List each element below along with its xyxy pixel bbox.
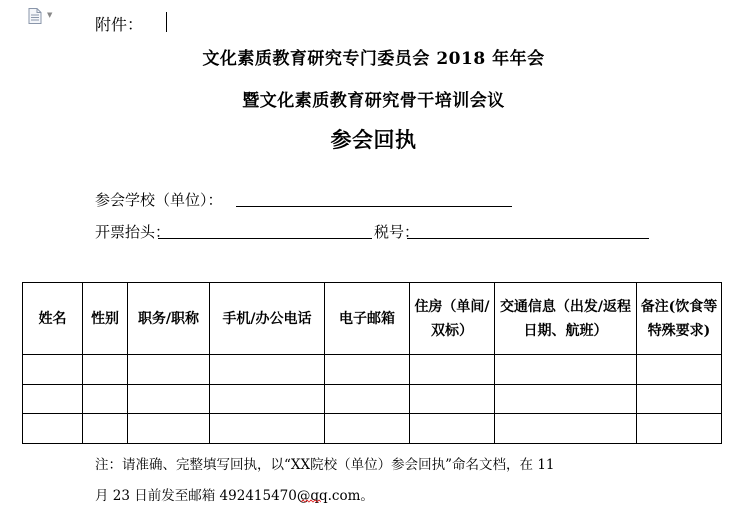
tax-number-label: 税号：: [374, 223, 420, 241]
spellcheck-underline: [301, 499, 321, 503]
table-cell[interactable]: [325, 414, 410, 444]
table-cell[interactable]: [128, 355, 210, 385]
header-gender: 性别: [83, 283, 128, 355]
table-cell[interactable]: [325, 355, 410, 385]
header-email: 电子邮箱: [325, 283, 410, 355]
title-line-2: 暨文化素质教育研究骨干培训会议: [242, 91, 505, 111]
header-housing: 住房（单间/双标）: [410, 283, 495, 355]
table-cell[interactable]: [637, 384, 722, 414]
table-cell[interactable]: [210, 414, 325, 444]
header-phone: 手机/办公电话: [210, 283, 325, 355]
table-cell[interactable]: [128, 384, 210, 414]
text-cursor: [166, 12, 167, 32]
document-icon[interactable]: [28, 8, 42, 24]
note-line-2: 月 23 日前发至邮箱 492415470@qq.com。: [95, 488, 374, 504]
table-header-row: [23, 283, 722, 355]
table-cell[interactable]: [23, 384, 83, 414]
table-cell[interactable]: [410, 384, 495, 414]
invoice-title-underline[interactable]: [158, 238, 372, 239]
table-cell[interactable]: [83, 384, 128, 414]
title-line-1: 文化素质教育研究专门委员会 2018 年年会: [202, 49, 545, 69]
header-name: 姓名: [23, 283, 83, 355]
table-cell[interactable]: [410, 414, 495, 444]
table-cell[interactable]: [83, 355, 128, 385]
table-cell[interactable]: [210, 384, 325, 414]
note-line-1: 注：请准确、完整填写回执，以“XX院校（单位）参会回执”命名文档，在 11: [95, 457, 555, 473]
title-receipt: 参会回执: [330, 127, 417, 152]
table-cell[interactable]: [325, 384, 410, 414]
attachment-label: 附件：: [95, 15, 144, 34]
table-cell[interactable]: [637, 414, 722, 444]
table-cell[interactable]: [210, 355, 325, 385]
invoice-title-label: 开票抬头：: [95, 223, 171, 241]
header-position: 职务/职称: [128, 283, 210, 355]
table-cell[interactable]: [637, 355, 722, 385]
registration-table: [22, 282, 722, 444]
table-cell[interactable]: [495, 355, 637, 385]
school-label: 参会学校（单位）：: [95, 191, 223, 209]
school-underline[interactable]: [236, 206, 512, 207]
table-cell[interactable]: [23, 355, 83, 385]
table-row: [23, 414, 722, 444]
table-cell[interactable]: [495, 384, 637, 414]
table-row: [23, 384, 722, 414]
header-remarks: 备注(饮食等特殊要求): [637, 283, 722, 355]
dropdown-arrow-icon[interactable]: ▼: [47, 11, 53, 19]
table-cell[interactable]: [128, 414, 210, 444]
table-cell[interactable]: [410, 355, 495, 385]
table-cell[interactable]: [495, 414, 637, 444]
table-cell[interactable]: [23, 414, 83, 444]
table-cell[interactable]: [83, 414, 128, 444]
tax-number-underline[interactable]: [407, 238, 649, 239]
table-row: [23, 355, 722, 385]
header-transport: 交通信息（出发/返程日期、航班）: [495, 283, 637, 355]
